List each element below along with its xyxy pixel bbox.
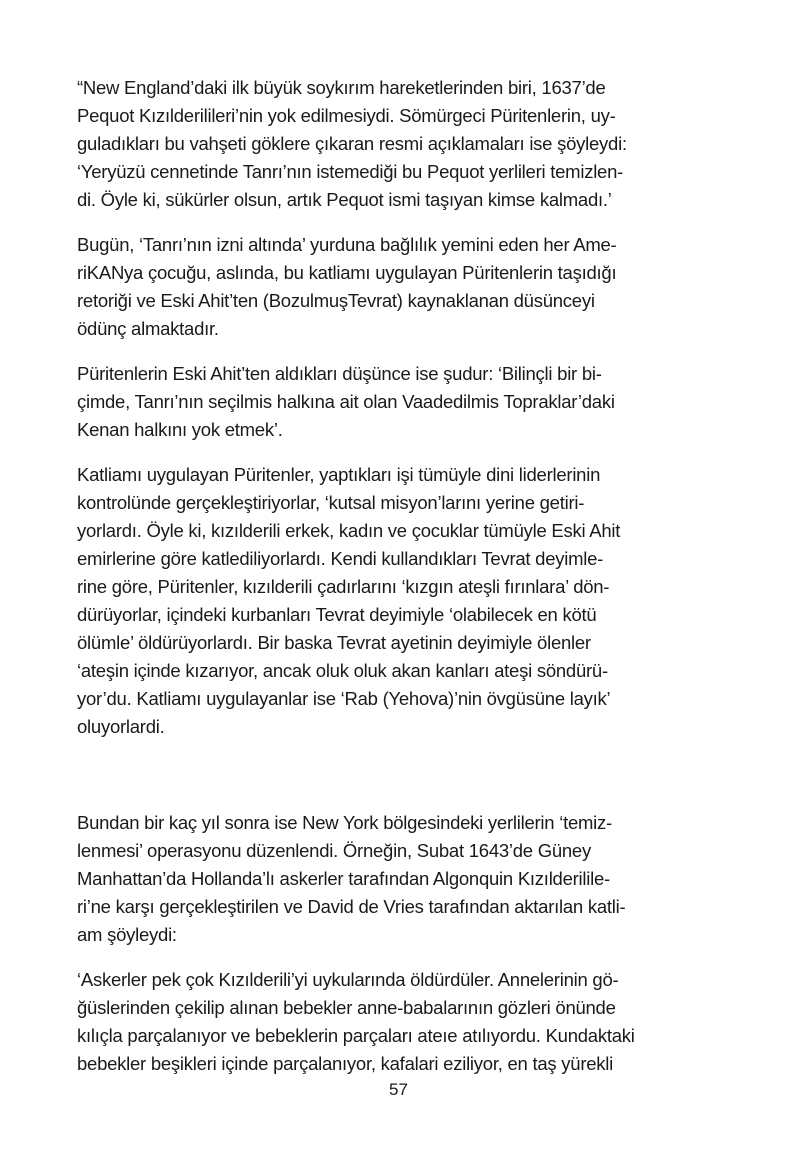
text-line: ‘Yeryüzü cennetinde Tanrı’nın istemediği bu Pequot yerlileri temizlen- [77,161,624,182]
text-line: Pequot Kızılderilileri’nin yok edilmesiydi. Sömürgeci Püritenlerin, uy- [77,105,616,126]
text-line: riKANya çocuğu, aslında, bu katliamı uygulayan Püritenlerin taşıdığı [77,262,617,283]
text-line: ‘Askerler pek çok Kızılderili’yi uykularında öldürdüler. Annelerinin gö- [77,969,619,990]
paragraph [77,360,727,444]
text-line: rine göre, Püritenler, kızılderili çadırlarını ‘kızgın ateşli fırınlara’ dön- [77,576,610,597]
paragraph [77,74,727,214]
text-line: yor’du. Katliamı uygulayanlar ise ‘Rab (Yehova)’nin övgüsüne layık’ [77,688,611,709]
text-line: ‘ateşin içinde kızarıyor, ancak oluk oluk akan kanları ateşi söndürü- [77,660,608,681]
paragraph [77,966,727,1078]
text-line: di. Öyle ki, sükürler olsun, artık Pequot ismi taşıyan kimse kalmadı.’ [77,189,612,210]
text-line: oluyorlardi. [77,716,165,737]
text-line: am şöyleydi: [77,924,177,945]
text-line: guladıkları bu vahşeti göklere çıkaran resmi açıklamaları ise şöyleydi: [77,133,627,154]
paragraph [77,231,727,343]
text-line: ölümle’ öldürüyorlardı. Bir baska Tevrat ayetinin deyimiyle ölenler [77,632,591,653]
page-number: 57 [389,1080,408,1099]
text-line: kontrolünde gerçekleştiriyorlar, ‘kutsal misyon’larını yerine getiri- [77,492,585,513]
text-line: dürüyorlar, içindeki kurbanları Tevrat deyimiyle ‘olabilecek en kötü [77,604,597,625]
text-line: emirlerine göre katlediliyorlardı. Kendi kullandıkları Tevrat deyimle- [77,548,604,569]
text-line: Kenan halkını yok etmek’. [77,419,283,440]
text-line: bebekler beşikleri içinde parçalanıyor, kafalari eziliyor, en taş yürekli [77,1053,613,1074]
text-line: Püritenlerin Eski Ahit’ten aldıkları düşünce ise şudur: ‘Bilinçli bir bi- [77,363,602,384]
text-line: kılıçla parçalanıyor ve bebeklerin parçaları ateıe atılıyordu. Kundaktaki [77,1025,635,1046]
text-line: Manhattan’da Hollanda’lı askerler tarafından Algonquin Kızılderilile- [77,868,610,889]
text-line: lenmesi’ operasyonu düzenlendi. Örneğin, Subat 1643’de Güney [77,840,591,861]
text-line: Bugün, ‘Tanrı’nın izni altında’ yurduna bağlılık yemini eden her Ame- [77,234,617,255]
text-line: Bundan bir kaç yıl sonra ise New York bölgesindeki yerlilerin ‘temiz- [77,812,612,833]
text-line: Katliamı uygulayan Püritenler, yaptıkları işi tümüyle dini liderlerinin [77,464,601,485]
paragraph [77,461,727,741]
text-line: yorlardı. Öyle ki, kızılderili erkek, kadın ve çocuklar tümüyle Eski Ahit [77,520,621,541]
text-line: “New England’daki ilk büyük soykırım hareketlerinden biri, 1637’de [77,77,606,98]
text-line: ödünç almaktadır. [77,318,219,339]
text-line: ğüslerinden çekilip alınan bebekler anne-babalarının gözleri önünde [77,997,616,1018]
paragraph [77,809,727,949]
page-body [77,74,727,1078]
text-line: retoriği ve Eski Ahit’ten (BozulmuşTevrat) kaynaklanan düsünceyi [77,290,595,311]
text-line: ri’ne karşı gerçekleştirilen ve David de Vries tarafından aktarılan katli- [77,896,626,917]
text-line: çimde, Tanrı’nın seçilmis halkına ait olan Vaadedilmis Topraklar’daki [77,391,615,412]
